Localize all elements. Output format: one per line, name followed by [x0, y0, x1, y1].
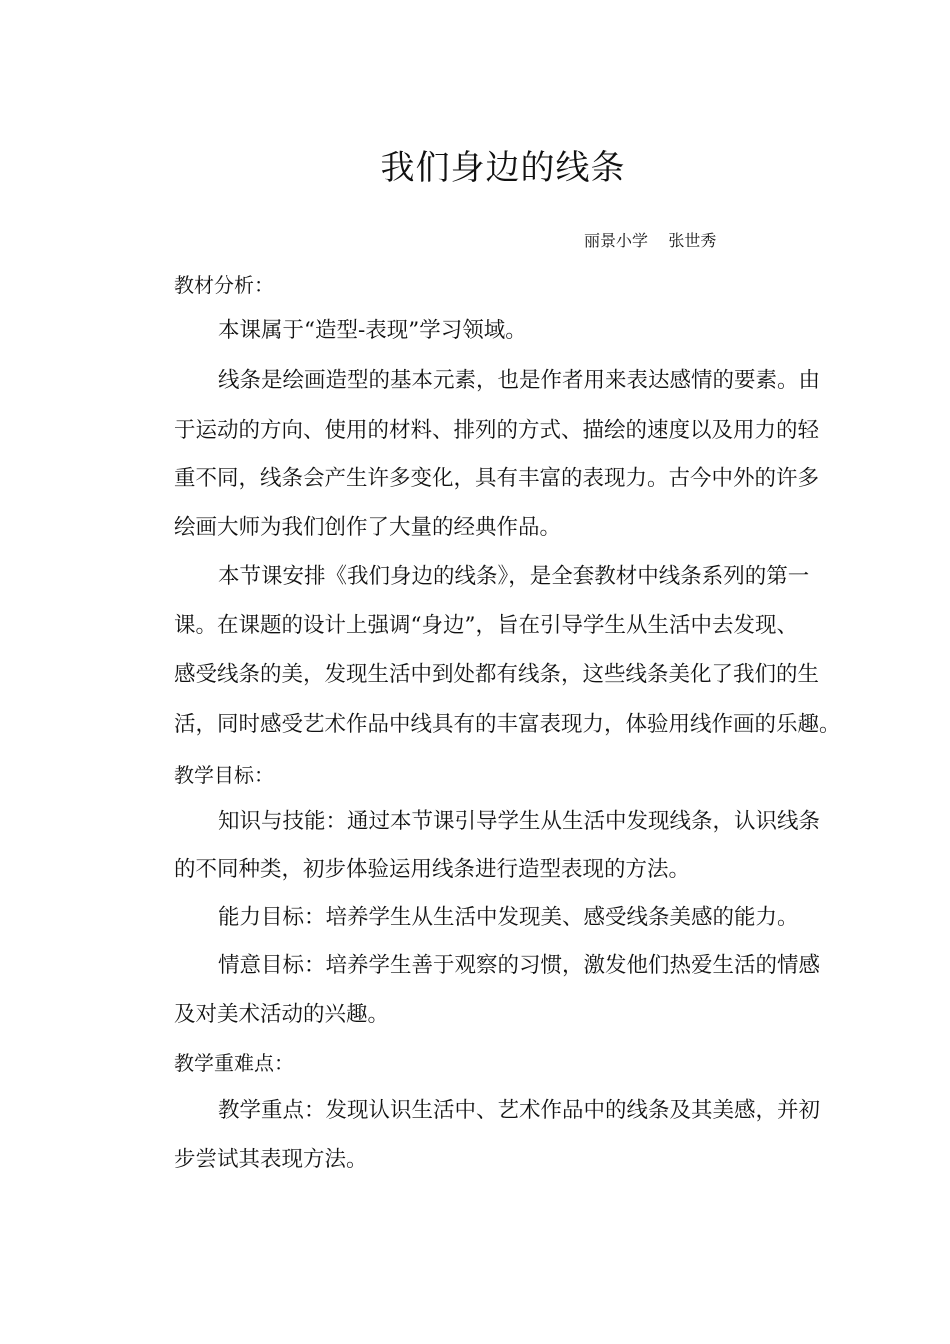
paragraph-line: 及对美术活动的兴趣。: [174, 1002, 390, 1027]
paragraph-line: 感受线条的美，发现生活中到处都有线条，这些线条美化了我们的生: [174, 662, 820, 687]
author-line: 丽景小学 张世秀: [584, 231, 717, 250]
section-heading-key-difficulties: 教学重难点：: [174, 1051, 294, 1075]
paragraph-line: 线条是绘画造型的基本元素，也是作者用来表达感情的要素。由: [218, 368, 821, 393]
paragraph-line: 能力目标：培养学生从生活中发现美、感受线条美感的能力。: [218, 905, 799, 930]
paragraph-line: 教学重点：发现认识生活中、艺术作品中的线条及其美感，并初: [218, 1098, 821, 1123]
paragraph-line: 步尝试其表现方法。: [174, 1147, 368, 1172]
paragraph-line: 绘画大师为我们创作了大量的经典作品。: [174, 515, 562, 540]
paragraph-line: 本课属于“造型-表现”学习领域。: [218, 318, 527, 343]
paragraph-line: 本节课安排《我们身边的线条》，是全套教材中线条系列的第一: [218, 564, 810, 589]
paragraph-line: 知识与技能：通过本节课引导学生从生活中发现线条，认识线条: [218, 809, 821, 834]
paragraph-line: 的不同种类，初步体验运用线条进行造型表现的方法。: [174, 857, 691, 882]
paragraph-line: 情意目标：培养学生善于观察的习惯，激发他们热爱生活的情感: [218, 953, 821, 978]
paragraph-line: 重不同，线条会产生许多变化，具有丰富的表现力。古今中外的许多: [174, 466, 820, 491]
paragraph-line: 课。在课题的设计上强调“身边”，旨在引导学生从生活中去发现、: [174, 613, 798, 638]
paragraph-line: 活，同时感受艺术作品中线具有的丰富表现力，体验用线作画的乐趣。: [174, 712, 841, 737]
section-heading-material-analysis: 教材分析：: [174, 273, 274, 297]
section-heading-teaching-goals: 教学目标：: [174, 763, 274, 787]
paragraph-line: 于运动的方向、使用的材料、排列的方式、描绘的速度以及用力的轻: [174, 418, 820, 443]
document-title: 我们身边的线条: [380, 148, 626, 188]
